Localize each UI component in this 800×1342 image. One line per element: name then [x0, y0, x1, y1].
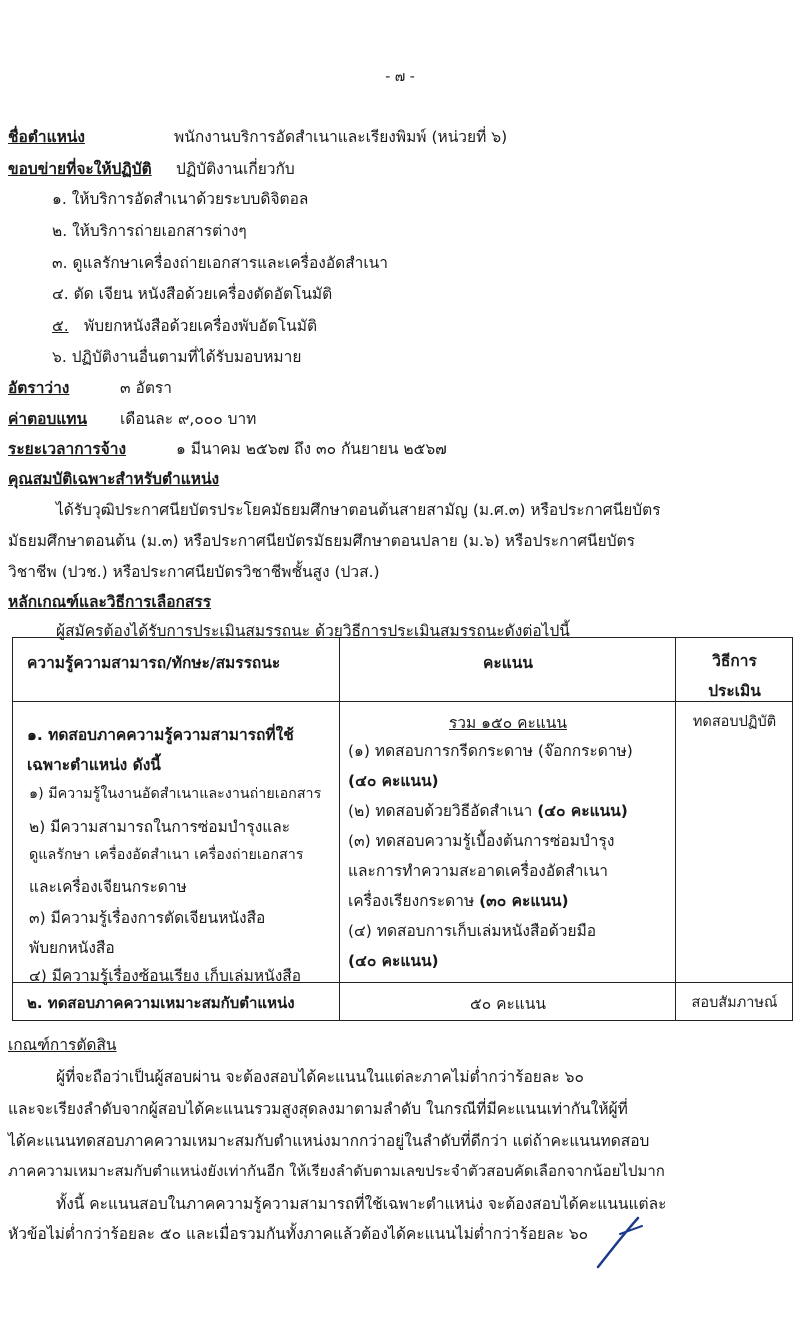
period-label: ระยะเวลาการจ้าง	[8, 440, 127, 458]
salary-label: ค่าตอบแทน	[8, 410, 88, 428]
assessment-table	[12, 637, 793, 1021]
row1-item: ๒) มีความสามารถในการซ่อมบำรุงและ	[29, 818, 291, 836]
row1-item: ๓) มีความรู้เรื่องการตัดเจียนหนังสือ	[29, 909, 266, 927]
row1-title: ๑. ทดสอบภาคความรู้ความสามารถที่ใช้	[27, 726, 294, 744]
row2-score-cell	[340, 983, 676, 1021]
position-value: พนักงานบริการอัดสำเนาและเรียงพิมพ์ (หน่วยที่ ๖)	[174, 128, 508, 146]
page-number: - ๗ -	[385, 69, 415, 85]
vacancy-value: ๓ อัตรา	[120, 379, 172, 397]
qualification-heading: คุณสมบัติเฉพาะสำหรับตำแหน่ง	[8, 470, 220, 488]
row2-title: ๒. ทดสอบภาคความเหมาะสมกับตำแหน่ง	[27, 994, 295, 1012]
row1-item: ๔) มีความรู้เรื่องซ้อนเรียง เก็บเล่มหนังสือ	[29, 967, 302, 985]
score-points: (๔๐ คะแนน)	[348, 952, 439, 970]
score-line: (๒) ทดสอบด้วยวิธีอัดสำเนา	[348, 802, 538, 820]
header-method-text-2: ประเมิน	[708, 682, 761, 700]
duty-item: ๖. ปฏิบัติงานอื่นตามที่ได้รับมอบหมาย	[52, 348, 302, 366]
duty-item: ๒. ให้บริการถ่ายเอกสารต่างๆ	[52, 222, 247, 240]
position-label: ชื่อตำแหน่ง	[8, 128, 85, 146]
row1-item: ๑) มีความรู้ในงานอัดสำเนาและงานถ่ายเอกสาร	[29, 786, 322, 802]
score-points: (๔๐ คะแนน)	[537, 802, 628, 820]
row2-score: ๕๐ คะแนน	[470, 995, 546, 1013]
scope-value: ปฏิบัติงานเกี่ยวกับ	[176, 160, 295, 178]
vacancy-label: อัตราว่าง	[8, 379, 70, 397]
row2-method-cell	[676, 983, 793, 1021]
header-competency-text: ความรู้ความสามารถ/ทักษะ/สมรรถนะ	[27, 654, 281, 672]
duty-item: ๔. ตัด เจียน หนังสือด้วยเครื่องตัดอัตโนมัติ	[52, 285, 333, 303]
duty-item: พับยกหนังสือด้วยเครื่องพับอัตโนมัติ	[84, 317, 318, 335]
signature-mark	[590, 1212, 650, 1272]
score-points: (๔๐ คะแนน)	[348, 772, 439, 790]
selection-heading: หลักเกณฑ์และวิธีการเลือกสรร	[8, 593, 212, 611]
period-value: ๑ มีนาคม ๒๕๖๗ ถึง ๓๐ กันยายน ๒๕๖๗	[176, 440, 447, 458]
row1-score-total: รวม ๑๕๐ คะแนน	[448, 714, 567, 732]
judgement-line: และจะเรียงลำดับจากผู้สอบได้คะแนนรวมสูงสุดลงมาตามลำดับ ในกรณีที่มีคะแนนเท่ากันให้ผู้ที่	[8, 1100, 628, 1118]
score-line: (๔) ทดสอบการเก็บเล่มหนังสือด้วยมือ	[348, 922, 597, 940]
row1-title-2: เฉพาะตำแหน่ง ดังนี้	[27, 756, 161, 774]
duty-item: ๓. ดูแลรักษาเครื่องถ่ายเอกสารและเครื่องอัดสำเนา	[52, 254, 388, 272]
judgement-heading: เกณฑ์การตัดสิน	[8, 1036, 117, 1054]
qualification-line: มัธยมศึกษาตอนต้น (ม.๓) หรือประกาศนียบัตรมัธยมศึกษาตอนปลาย (ม.๖) หรือประกาศนียบัตร	[8, 532, 635, 550]
duty-item-number: ๕.	[52, 317, 69, 335]
score-line: เครื่องเรียงกระดาษ	[348, 892, 480, 910]
row1-item: ดูแลรักษา เครื่องอัดสำเนา เครื่องถ่ายเอกสาร	[29, 847, 304, 863]
qualification-line: ได้รับวุฒิประกาศนียบัตรประโยคมัธยมศึกษาตอนต้นสายสามัญ (ม.ศ.๓) หรือประกาศนียบัตร	[56, 501, 661, 519]
scope-label: ขอบข่ายที่จะให้ปฏิบัติ	[8, 160, 152, 178]
header-method-text: วิธีการ	[712, 652, 757, 670]
judgement-line: ภาคความเหมาะสมกับตำแหน่งยังเท่ากันอีก ให้เรียงลำดับตามเลขประจำตัวสอบคัดเลือกจากน้อยไปมาก	[8, 1162, 665, 1180]
row1-competency-cell	[13, 702, 340, 983]
row2-method: สอบสัมภาษณ์	[691, 995, 778, 1011]
table-header-row	[13, 638, 793, 702]
row1-method-cell	[676, 702, 793, 983]
duty-item: ๑. ให้บริการอัดสำเนาด้วยระบบดิจิตอล	[52, 190, 309, 208]
score-line: (๓) ทดสอบความรู้เบื้องต้นการซ่อมบำรุง	[348, 832, 615, 850]
salary-value: เดือนละ ๙,๐๐๐ บาท	[120, 410, 257, 428]
judgement-line: ได้คะแนนทดสอบภาคความเหมาะสมกับตำแหน่งมากกว่าอยู่ในลำดับที่ดีกว่า แต่ถ้าคะแนนทดสอบ	[8, 1132, 650, 1150]
header-cell-method	[676, 638, 793, 702]
judgement-line: ทั้งนี้ คะแนนสอบในภาคความรู้ความสามารถที่ใช้เฉพาะตำแหน่ง จะต้องสอบได้คะแนนแต่ละ	[56, 1195, 667, 1213]
row2-competency-cell	[13, 983, 340, 1021]
score-line: และการทำความสะอาดเครื่องอัดสำเนา	[348, 862, 609, 880]
judgement-line: หัวข้อไม่ต่ำกว่าร้อยละ ๕๐ และเมื่อรวมกันทั้งภาคแล้วต้องได้คะแนนไม่ต่ำกว่าร้อยละ ๖๐	[8, 1225, 589, 1243]
row1-item: พับยกหนังสือ	[29, 939, 115, 957]
table-row	[13, 702, 793, 983]
judgement-line: ผู้ที่จะถือว่าเป็นผู้สอบผ่าน จะต้องสอบได้คะแนนในแต่ละภาคไม่ต่ำกว่าร้อยละ ๖๐	[56, 1068, 584, 1086]
row1-item: และเครื่องเจียนกระดาษ	[29, 878, 187, 896]
header-cell-competency	[13, 638, 340, 702]
header-score-text: คะแนน	[483, 654, 533, 672]
selection-intro: ผู้สมัครต้องได้รับการประเมินสมรรถนะ ด้วยวิธีการประเมินสมรรถนะดังต่อไปนี้	[56, 622, 570, 640]
row1-score-cell	[340, 702, 676, 983]
row1-method: ทดสอบปฏิบัติ	[692, 714, 777, 730]
qualification-line: วิชาชีพ (ปวช.) หรือประกาศนียบัตรวิชาชีพชั้นสูง (ปวส.)	[8, 563, 380, 581]
table-row	[13, 983, 793, 1021]
header-cell-score	[340, 638, 676, 702]
score-line: (๑) ทดสอบการกรีดกระดาษ (จ๊อกกระดาษ)	[348, 742, 633, 760]
score-points: (๓๐ คะแนน)	[479, 892, 569, 910]
